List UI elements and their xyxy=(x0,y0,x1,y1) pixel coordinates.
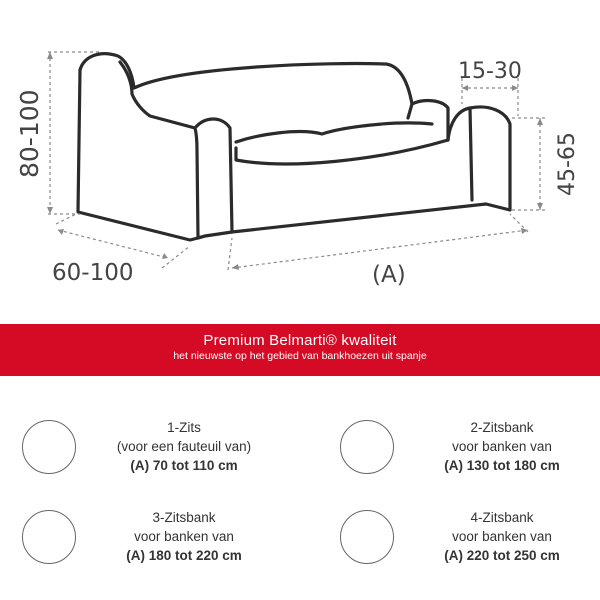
banner-subtitle: het nieuwste op het gebied van bankhoezen uit spanje xyxy=(173,350,427,362)
height-dimension-label: 80-100 xyxy=(15,89,44,178)
depth-dimension-label: 60-100 xyxy=(52,260,134,286)
size-option-4-zitsbank[interactable] xyxy=(322,508,600,588)
width-dimension-label: (A) xyxy=(372,262,406,288)
option-text xyxy=(84,508,284,565)
option-name: 2-Zitsbank xyxy=(470,420,534,435)
banner-title: Premium Belmarti® kwaliteit xyxy=(203,332,397,349)
option-text xyxy=(84,418,284,475)
size-option-3-zitsbank[interactable] xyxy=(4,508,284,588)
option-text xyxy=(402,508,600,565)
option-radio-circle[interactable] xyxy=(22,510,76,564)
size-option-1-zits[interactable] xyxy=(4,418,284,498)
option-size: (A) 180 tot 220 cm xyxy=(126,548,242,563)
option-description: voor banken van xyxy=(134,529,234,544)
arrowheads xyxy=(47,52,543,270)
option-radio-circle[interactable] xyxy=(340,420,394,474)
option-size: (A) 130 tot 180 cm xyxy=(444,458,560,473)
seat-height-dimension-label: 45-65 xyxy=(555,132,580,196)
option-name: 1-Zits xyxy=(167,420,201,435)
quality-banner xyxy=(0,324,600,376)
sofa-outline xyxy=(78,54,510,240)
option-radio-circle[interactable] xyxy=(22,420,76,474)
option-text xyxy=(402,418,600,475)
size-option-2-zitsbank[interactable] xyxy=(322,418,600,498)
option-size: (A) 70 tot 110 cm xyxy=(130,458,238,473)
arm-width-dimension-label: 15-30 xyxy=(458,59,522,84)
option-radio-circle[interactable] xyxy=(340,510,394,564)
option-description: (voor een fauteuil van) xyxy=(116,439,252,454)
option-size: (A) 220 tot 250 cm xyxy=(444,548,560,563)
option-description: voor banken van xyxy=(452,529,552,544)
option-description: voor banken van xyxy=(452,439,552,454)
option-name: 3-Zitsbank xyxy=(152,510,216,525)
option-name: 4-Zitsbank xyxy=(470,510,534,525)
